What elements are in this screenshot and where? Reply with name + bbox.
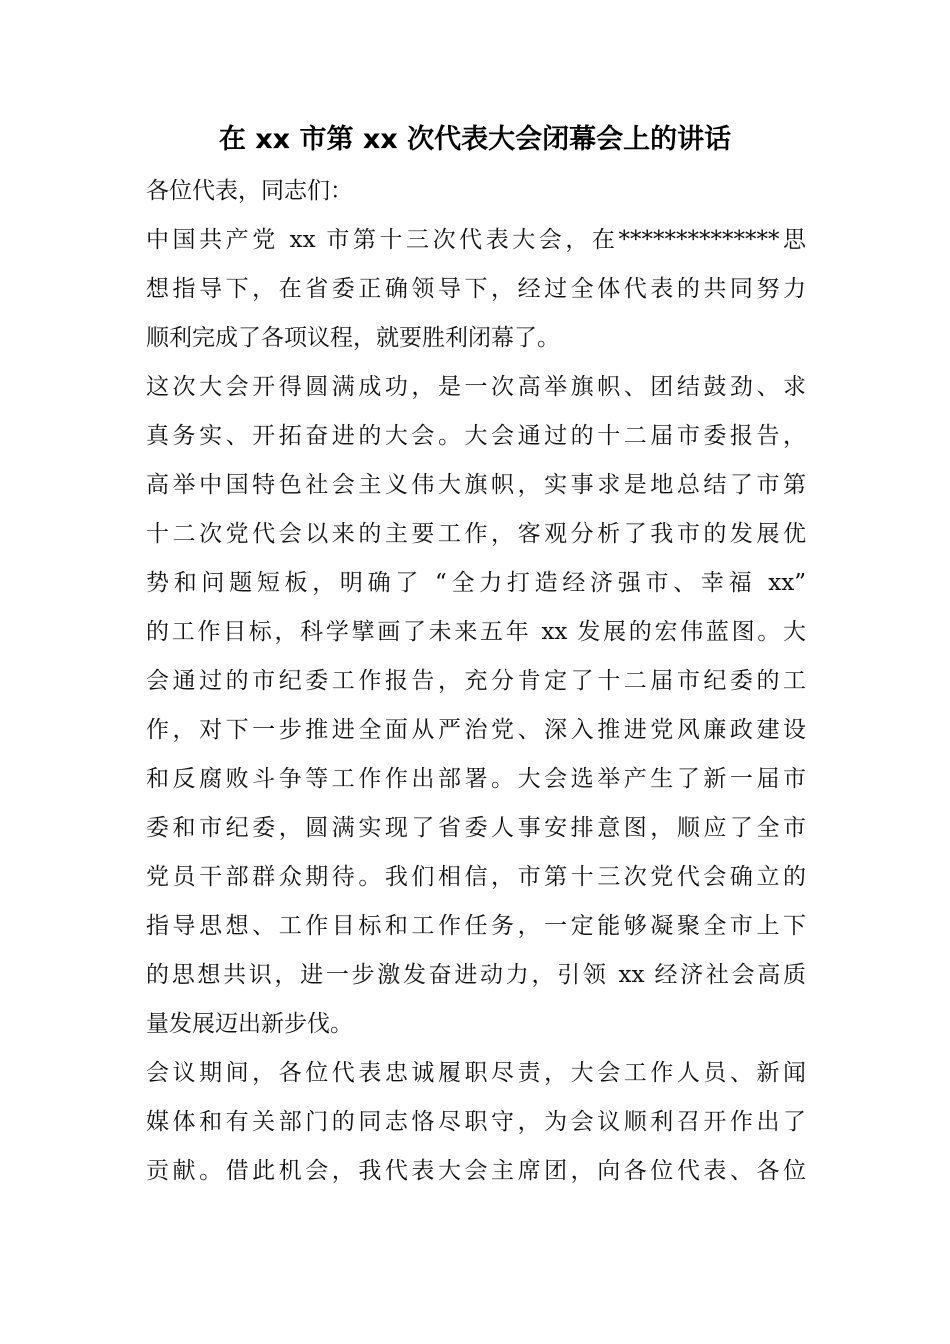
- paragraph-line: 贡献。借此机会，我代表大会主席团，向各位代表、各位: [146, 1158, 806, 1184]
- paragraph-line: 十二次党代会以来的主要工作，客观分析了我市的发展优: [146, 521, 806, 547]
- paragraph-line: 党员干部群众期待。我们相信，市第十三次党代会确立的: [146, 864, 806, 890]
- document-title: 在 xx 市第 xx 次代表大会闭幕会上的讲话: [218, 124, 732, 155]
- paragraph-line: 媒体和有关部门的同志恪尽职守，为会议顺利召开作出了: [146, 1109, 806, 1135]
- paragraph-3: [146, 1049, 806, 1196]
- paragraph-line: 的思想共识，进一步激发奋进动力，引领 xx 经济社会高质: [146, 962, 806, 988]
- paragraph-line: 会通过的市纪委工作报告，充分肯定了十二届市纪委的工: [146, 668, 806, 694]
- paragraph-line: 量发展迈出新步伐。: [146, 1011, 353, 1037]
- paragraph-2: [146, 363, 806, 1049]
- document-body: [146, 167, 806, 1196]
- paragraph-line: 委和市纪委，圆满实现了省委人事安排意图，顺应了全市: [146, 815, 806, 841]
- salutation: 各位代表，同志们：: [146, 178, 353, 204]
- paragraph-1: [146, 216, 806, 363]
- paragraph-line: 顺利完成了各项议程，就要胜利闭幕了。: [146, 325, 560, 351]
- paragraph-line: 指导思想、工作目标和工作任务，一定能够凝聚全市上下: [146, 913, 806, 939]
- paragraph-line: 势和问题短板，明确了 “全力打造经济强市、幸福 xx”: [146, 570, 806, 596]
- paragraph-line: 想指导下，在省委正确领导下，经过全体代表的共同努力: [146, 276, 806, 302]
- paragraph-line: 作，对下一步推进全面从严治党、深入推进党风廉政建设: [146, 717, 806, 743]
- paragraph-line: 真务实、开拓奋进的大会。大会通过的十二届市委报告，: [146, 423, 806, 449]
- paragraph-line: 和反腐败斗争等工作作出部署。大会选举产生了新一届市: [146, 766, 806, 792]
- paragraph-line: 会议期间，各位代表忠诚履职尽责，大会工作人员、新闻: [146, 1060, 806, 1086]
- paragraph-line: 的工作目标，科学擘画了未来五年 xx 发展的宏伟蓝图。大: [146, 619, 806, 645]
- paragraph-line: 中国共产党 xx 市第十三次代表大会，在**************思: [146, 227, 806, 253]
- paragraph-line: 高举中国特色社会主义伟大旗帜，实事求是地总结了市第: [146, 472, 806, 498]
- paragraph-line: 这次大会开得圆满成功，是一次高举旗帜、团结鼓劲、求: [146, 374, 806, 400]
